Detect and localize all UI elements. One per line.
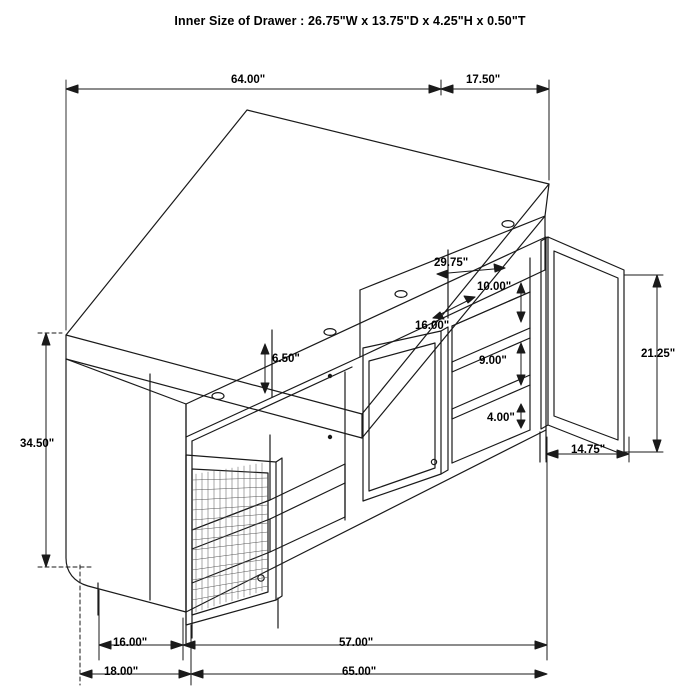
cabinet-top-panel: [66, 110, 549, 438]
left-door-open: [186, 455, 282, 625]
cabinet-front-frame: [186, 237, 546, 612]
dimension-door-height: 21.25": [641, 348, 676, 360]
dimension-right-section-width: 57.00": [339, 637, 374, 649]
middle-door-open: [363, 327, 448, 501]
dimension-overall-width: 65.00": [342, 666, 377, 678]
cabinet-left-side: [66, 359, 186, 612]
dimension-shelf-gap-upper: 10.00": [477, 281, 512, 293]
dimension-drawer-front-height: 6.50": [272, 353, 300, 365]
drawer-row: [186, 216, 545, 437]
dimension-top-width: 64.00": [231, 74, 266, 86]
cabinet-legs: [98, 430, 546, 643]
dimension-base-clearance: 4.00": [487, 412, 515, 424]
left-cabinet-interior: [192, 367, 352, 606]
dimension-shelf-depth: 16.00": [415, 320, 450, 332]
right-door-open: [541, 237, 624, 455]
dimension-top-depth: 17.50": [466, 74, 501, 86]
dimension-left-foot-width: 18.00": [104, 666, 139, 678]
dimension-shelf-gap-lower: 9.00": [479, 355, 507, 367]
page-title: Inner Size of Drawer : 26.75"W x 13.75"D x 4.25"H x 0.50"T: [174, 14, 526, 28]
dimension-side-depth: 14.75": [571, 444, 606, 456]
dimension-drawer-inner-width: 29.75": [434, 257, 469, 269]
dimension-left-section-width: 16.00": [113, 637, 148, 649]
dimension-lines: [38, 80, 663, 685]
dimension-overall-height: 34.50": [20, 438, 55, 450]
